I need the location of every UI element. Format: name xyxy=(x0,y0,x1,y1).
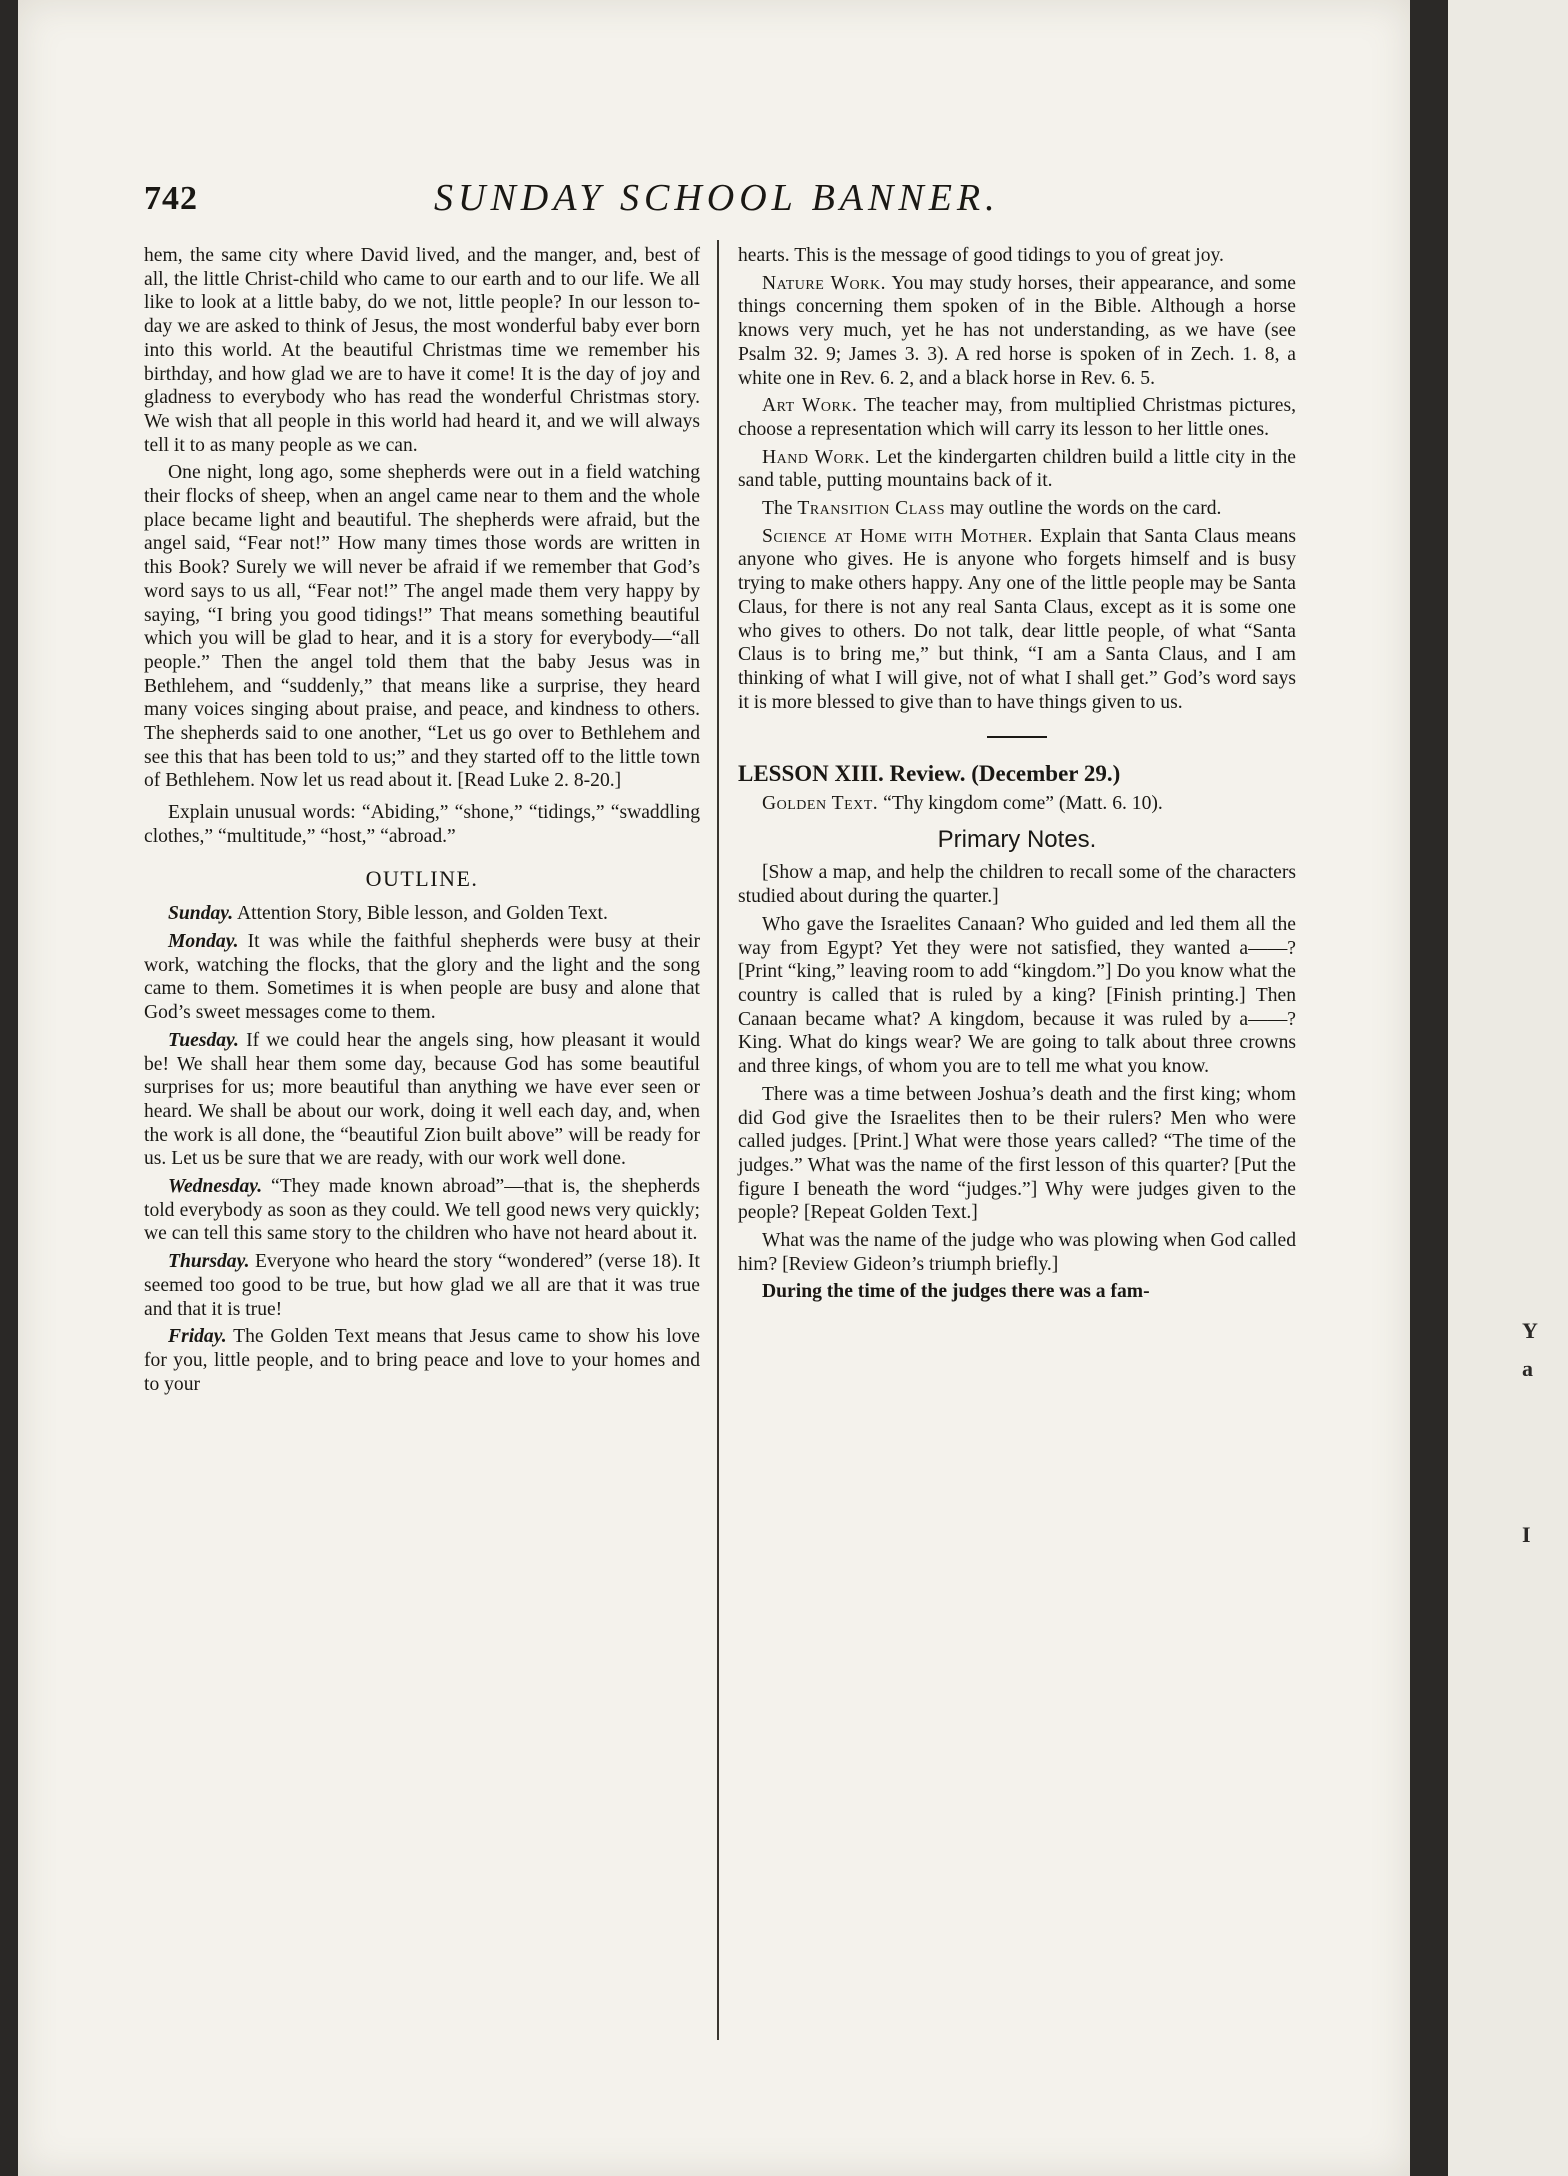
outline-text: Attention Story, Bible lesson, and Golden Text. xyxy=(236,903,608,925)
right-column xyxy=(738,244,1296,1308)
section-science-at-home xyxy=(738,525,1296,715)
note-paragraph: Who gave the Israelites Canaan? Who guided and led them all the way from Egypt? Yet they were not satisfied, they wanted a——? [Print “king,” leaving room to add “kingdom.”] Do you know what the country is called that is ruled by a king? [Finish printing.] Then Canaan became what? A kingdom, because it was ruled by a——? King. What do kings wear? We are going to talk about three crowns and three kings, of whom you are to tell me what you know. xyxy=(738,913,1296,1078)
outline-text: If we could hear the angels sing, how pleasant it would be! We shall hear them some day, because God has some beautiful surprises for us; more beautiful than anything we have ever seen or heard. We shall be about our work, doing it well each day, and, when the work is all done, the “beautiful Zion built above” will be ready for us. Let us be sure that we are ready, with our work well done. xyxy=(144,1029,701,1170)
lesson-heading: LESSON XIII. Review. (December 29.) xyxy=(738,761,1121,787)
adjacent-page-edge xyxy=(1448,0,1568,2176)
outline-item xyxy=(144,1029,700,1171)
transition-after: may outline the words on the card. xyxy=(949,498,1222,520)
outline-text: “They made known abroad”—that is, the shepherds told everybody as soon as they could. We tell good news very quickly; we can tell this same story to the children who have not heard about it. xyxy=(144,1176,700,1245)
section-hand-work xyxy=(738,446,1296,493)
section-text: Explain that Santa Claus means anyone who gives. He is anyone who forgets himself and is busy trying to make others happy. Any one of the little people may be Santa Claus, for there is not any real Santa Claus, except as it is some one who gives to others. Do not talk, dear little people, of what “Santa Claus is to bring me,” but think, “I am a Santa Claus, and I am thinking of what I will give, not of what I shall get.” God’s word says it is more blessed to give than to have things given to us. xyxy=(738,525,1297,713)
running-head xyxy=(144,176,1294,228)
note-paragraph: What was the name of the judge who was plowing when God called him? [Review Gideon’s triumph briefly.] xyxy=(738,1230,1296,1275)
paragraph: hearts. This is the message of good tidings to you of great joy. xyxy=(738,245,1224,266)
note-paragraph: There was a time between Joshua’s death and the first king; whom did God give the Israelites then to be their rulers? Men who were called judges. [Print.] What were those years called? “The time of the judges.” What was the name of the first lesson of this quarter? [Put the figure I beneath the word “judges.”] Why were judges given to the people? [Repeat Golden Text.] xyxy=(738,1083,1296,1224)
section-text: The teacher may, from multiplied Christmas pictures, choose a representation which will carry its lesson to her little ones. xyxy=(738,395,1297,440)
left-column xyxy=(144,244,700,1400)
outline-day: Thursday. xyxy=(168,1251,250,1273)
adjacent-page-glyph: Y xyxy=(1522,1318,1538,1343)
outline-text: The Golden Text means that Jesus came to show his love for you, little people, and to bring peace and love to your homes and to your xyxy=(144,1326,700,1395)
outline-item xyxy=(144,1175,700,1246)
adjacent-page-glyph: a xyxy=(1522,1356,1533,1381)
outline-day: Wednesday. xyxy=(168,1176,263,1198)
section-label: Transition Class xyxy=(797,498,945,520)
outline-item xyxy=(144,902,700,926)
page-number: 742 xyxy=(144,180,198,217)
section-nature-work xyxy=(738,272,1296,391)
outline-day: Monday. xyxy=(168,930,239,952)
paragraph: Explain unusual words: “Abiding,” “shone,” “tidings,” “swaddling clothes,” “multitude,” “host,” “abroad.” xyxy=(144,802,700,847)
note-paragraph: During the time of the judges there was a fam- xyxy=(762,1281,1150,1303)
section-label: Hand Work. xyxy=(762,446,871,468)
outline-item xyxy=(144,930,700,1025)
transition-before: The xyxy=(762,498,793,520)
adjacent-page-glyph: I xyxy=(1522,1522,1531,1547)
paragraph: hem, the same city where David lived, and the manger, and, best of all, the little Christ-child who came to our earth and to our life. We all like to look at a little baby, do we not, little people? In our lesson to-day we are asked to think of Jesus, the most wonderful baby ever born into this world. At the beautiful Christmas time we remember his birthday, and how glad we are to have it come! It is the day of joy and gladness to everybody who has read the wonderful Christmas story. We wish that all people in this world had heard it, and we will always tell it to as many people as we can. xyxy=(144,245,700,456)
scan-gutter xyxy=(1410,0,1448,2176)
golden-text-quote: “Thy kingdom come” (Matt. 6. 10). xyxy=(883,793,1163,815)
outline-day: Sunday. xyxy=(168,903,234,925)
golden-text-label: Golden Text. xyxy=(762,793,879,815)
column-rule xyxy=(717,240,719,2040)
section-art-work xyxy=(738,394,1296,441)
outline-item xyxy=(144,1325,700,1396)
outline-text: Everyone who heard the story “wondered” (verse 18). It seemed too good to be true, but how glad we all are that it was true and that it is true! xyxy=(144,1251,700,1320)
primary-notes-heading: Primary Notes. xyxy=(937,825,1097,853)
journal-title: SUNDAY SCHOOL BANNER. xyxy=(434,177,1000,219)
golden-text xyxy=(738,792,1296,816)
note-paragraph: [Show a map, and help the children to recall some of the characters studied about during the quarter.] xyxy=(738,862,1296,908)
section-label: Science at Home with Mother. xyxy=(762,525,1033,547)
outline-day: Tuesday. xyxy=(168,1029,239,1051)
paragraph: One night, long ago, some shepherds were out in a field watching their flocks of sheep, when an angel came near to them and the whole place became light and beautiful. The shepherds were afraid, but the angel said, “Fear not!” How many times those words are written in this Book? Surely we will never be afraid if we remember that God’s word says to us all, “Fear not!” The angel made them very happy by saying, “I bring you good tidings!” That means something beautiful which you will be glad to hear, and it is a story for everybody—“all people.” Then the angel told them that the baby Jesus was in Bethlehem, and “suddenly,” that means like a surprise, they heard many voices singing about praise, and peace, and kindness to others. The shepherds said to one another, “Let us go over to Bethlehem and see this that has been told to us;” and they started off to the little town of Bethlehem. Now let us read about it. [Read Luke 2. 8-20.] xyxy=(144,462,700,792)
section-text: You may study horses, their appearance, and some things concerning them spoken of in the Bible. Although a horse knows very much, yet he has not understanding, as we have (see Psalm 32. 9; James 3. 3). A red horse is spoken of in Zech. 1. 8, a white one in Rev. 6. 2, and a black horse in Rev. 6. 5. xyxy=(738,272,1297,389)
section-label: Nature Work. xyxy=(762,272,887,294)
outline-heading: OUTLINE. xyxy=(365,865,479,891)
outline-item xyxy=(144,1250,700,1321)
scan-edge-left xyxy=(0,0,18,2176)
section-label: Art Work. xyxy=(762,395,858,417)
section-transition-class xyxy=(738,497,1296,521)
section-text: Let the kindergarten children build a little city in the sand table, putting mountains back of it. xyxy=(738,446,1297,492)
section-divider xyxy=(987,736,1047,738)
outline-text: It was while the faithful shepherds were busy at their work, watching the flocks, that the glory and the light and the song came to them. Sometimes it is when people are busy and alone that God’s sweet messages come to them. xyxy=(144,930,701,1024)
outline-day: Friday. xyxy=(168,1326,227,1348)
